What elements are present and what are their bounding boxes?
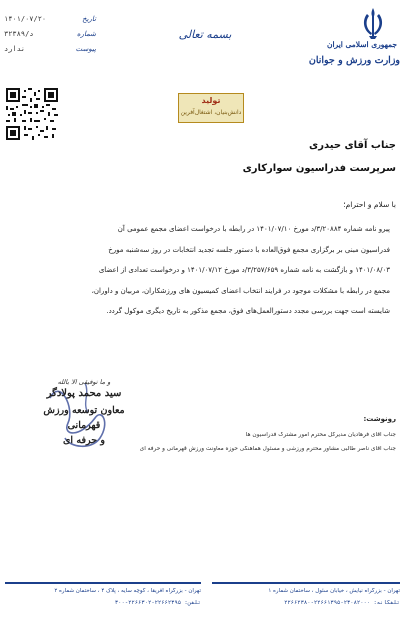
footer-left-phone: تلفن: ۲۲۶۶۲۳۹۵-۲۲۶۶۳۰۲-۳۰۰ (114, 600, 201, 606)
attachment-label: پیوست (75, 45, 96, 53)
letter-meta-block (4, 15, 96, 60)
footer-right-address: تهران - بزرگراه نیایش ، خیابان سئول ، ساختمان شماره ۱ (268, 588, 400, 594)
copy-recipient: جناب آقای ناصر طالبی مشاور محترم ورزشی و مسئول هماهنگی حوزه معاونت ورزش قهرمانی و حرفه ای (139, 446, 396, 452)
number-label: شماره (76, 30, 96, 38)
addressee-name: جناب آقای حیدری (309, 140, 396, 151)
ministry-name-line2: وزارت ورزش و جوانان (308, 55, 400, 66)
footer-rule-left (5, 582, 201, 584)
body-line: شایسته است جهت بررسی مجدد دستورالعمل‌های فوق، مجمع مذکور به تاریخ دیگری موکول گردد. (106, 307, 390, 315)
body-line: ۱۴۰۱/۰۸/۰۳ و بازگشت به نامه شماره ۳/۲۵۷/۶۵۹/د مورخ ۱۴۰۱/۰۷/۱۲ و درخواست تعدادی از اعضای (98, 266, 390, 274)
footer-left-address: تهران - بزرگراه آفریقا ، کوچه سایه ، پلاک ۴ ، ساختمان شماره ۲ (54, 588, 201, 594)
signatory-title-line1: معاون توسعه ورزش قهرمانی (43, 405, 125, 431)
stamp-subtitle: دانش‌بنیان، اشتغال‌آفرین (180, 109, 242, 116)
stamp-title: تولید (201, 96, 221, 105)
attachment-value: ندارد (4, 45, 26, 53)
qr-code-icon (6, 88, 58, 140)
signatory-name: سید محمد پولادگر (46, 388, 122, 399)
signatory-title-line2: و حرفه ای (62, 435, 106, 446)
bismillah-heading: بسمه تعالی (178, 28, 232, 41)
letter-body (28, 219, 390, 322)
greeting: با سلام و احترام؛ (343, 200, 396, 209)
copy-recipient: جناب آقای فرهادیان مدیرکل محترم امور مشترک فدراسیون ها (245, 432, 396, 438)
ministry-name-line1: جمهوری اسلامی ایران (326, 40, 397, 49)
production-stamp (178, 93, 244, 123)
date-value: ۱۴۰۱/۰۷/۲۰ (4, 15, 47, 23)
number-value: ۳۲۳۸۹/د (4, 30, 34, 38)
body-line: مجمع در رابطه با مشکلات موجود در فرایند انتخاب اعضای کمیسیون های ورزشکاران، مربیان و داوران، (91, 286, 390, 295)
copies-heading: رونوشت: (363, 415, 396, 423)
iran-emblem-icon (358, 6, 388, 40)
body-line: فدراسیون مبنی بر برگزاری مجمع فوق‌العاده با دستور جلسه تجدید انتخابات در روز سه‌شنبه مورخ (108, 245, 390, 254)
footer-right-phone: تلفکانه: ۲۳۰۸۲۰۰۰-۲۲۶۶۱۳۹۵-۲۲۶۶۲۳۸۰ (284, 600, 400, 606)
date-label: تاریخ (82, 15, 96, 23)
addressee-title: سرپرست فدراسیون سوارکاری (242, 163, 396, 174)
signature-closing: و ما توفیقی الا بالله (57, 378, 111, 386)
footer-rule-right (212, 582, 400, 584)
body-line: پیرو نامه شماره ۳/۲۰۸۸۴/د مورخ ۱۴۰۱/۰۷/۱۰ در رابطه با درخواست اعضای مجمع عمومی آن (117, 225, 390, 233)
